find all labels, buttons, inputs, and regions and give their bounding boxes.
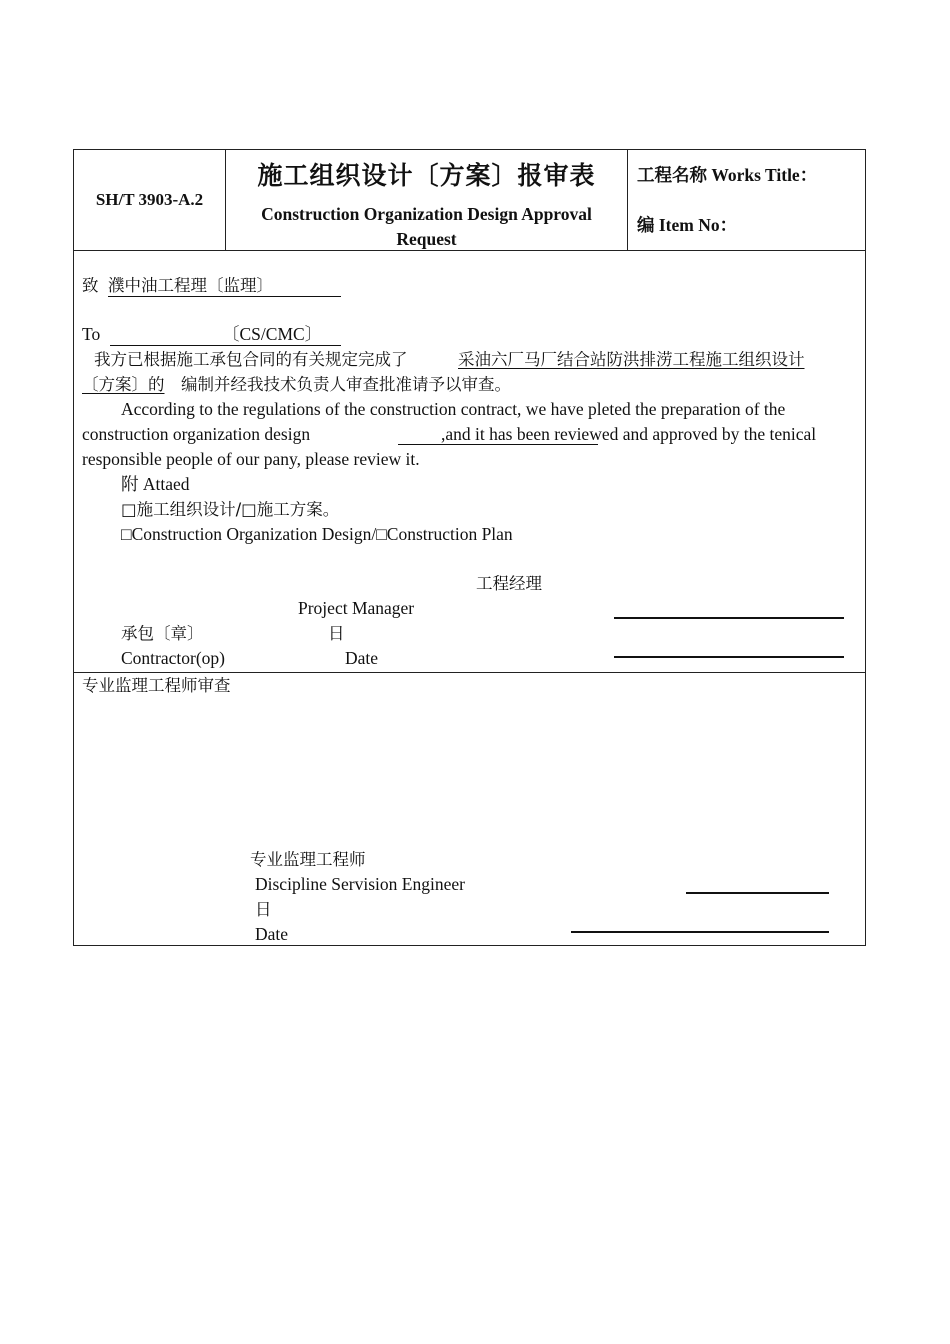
review-date-en: Date xyxy=(255,924,289,944)
body-cn-line1-a: 我方已根据施工承包合同的有关规定完成了 xyxy=(94,350,408,369)
form-title-cn: 施工组织设计〔方案〕报审表 xyxy=(257,161,596,190)
review-date-cn: 日 xyxy=(255,900,272,919)
attachment-options-cn: □施工组织设计/□施工方案。 xyxy=(121,500,340,519)
form-title-en: Construction Organization Design Approval Request xyxy=(261,204,592,249)
project-manager-en: Project Manager xyxy=(298,598,415,618)
body-en-line2-b: ,and it has been reviewed and approved by the tenical xyxy=(441,424,817,444)
approval-form xyxy=(73,149,866,946)
to-cn-underline xyxy=(108,296,341,297)
form-meta-cell xyxy=(628,150,865,250)
item-no-label: 编 Item No： xyxy=(637,215,738,235)
engineer-signature-line xyxy=(686,892,829,894)
review-title: 专业监理工程师审查 xyxy=(82,676,231,695)
engineer-cn: 专业监理工程师 xyxy=(250,850,366,869)
supervisor-name-cn: 濮中油工程理〔监理〕 xyxy=(108,276,273,295)
form-code-cell xyxy=(74,150,226,250)
project-name-cn: 采油六厂马厂结合站防洪排涝工程施工组织设计 xyxy=(458,350,805,369)
body-cn-line2-b: 编制并经我技术负责人审查批准请予以审查。 xyxy=(181,375,511,394)
supervisor-review-section xyxy=(74,673,865,945)
to-en-underline xyxy=(110,345,341,346)
design-name-underline xyxy=(398,444,598,445)
date-en: Date xyxy=(345,648,379,668)
attachment-options-en: □Construction Organization Design/□Construction Plan xyxy=(121,524,513,544)
contractor-stamp-cn: 承包〔章〕 xyxy=(121,624,204,643)
contractor-en: Contractor(op) xyxy=(121,648,225,668)
date-cn: 日 xyxy=(328,624,345,643)
date-signature-line xyxy=(614,656,844,658)
contractor-section xyxy=(74,251,865,673)
to-cn-prefix: 致 xyxy=(82,276,99,295)
review-date-line xyxy=(571,931,829,933)
form-title-cell xyxy=(226,150,628,250)
body-en-line2-a: construction organization design xyxy=(82,424,311,444)
supervisor-name-en: 〔CS/CMC〕 xyxy=(222,324,323,344)
engineer-en: Discipline Servision Engineer xyxy=(255,874,465,894)
works-title-label: 工程名称 Works Title： xyxy=(637,165,818,185)
body-en-line3: responsible people of our pany, please review it. xyxy=(82,449,420,469)
body-en-line1: According to the regulations of the construction contract, we have pleted the preparation of the xyxy=(121,399,786,419)
body-cn-line2-a: 〔方案〕的 xyxy=(82,375,165,394)
form-code: SH/T 3903-A.2 xyxy=(95,190,204,209)
to-en-prefix: To xyxy=(82,324,101,344)
project-manager-cn: 工程经理 xyxy=(476,574,542,593)
attached-label: 附 Attaed xyxy=(121,474,190,494)
project-manager-signature-line xyxy=(614,617,844,619)
form-header xyxy=(74,150,865,251)
